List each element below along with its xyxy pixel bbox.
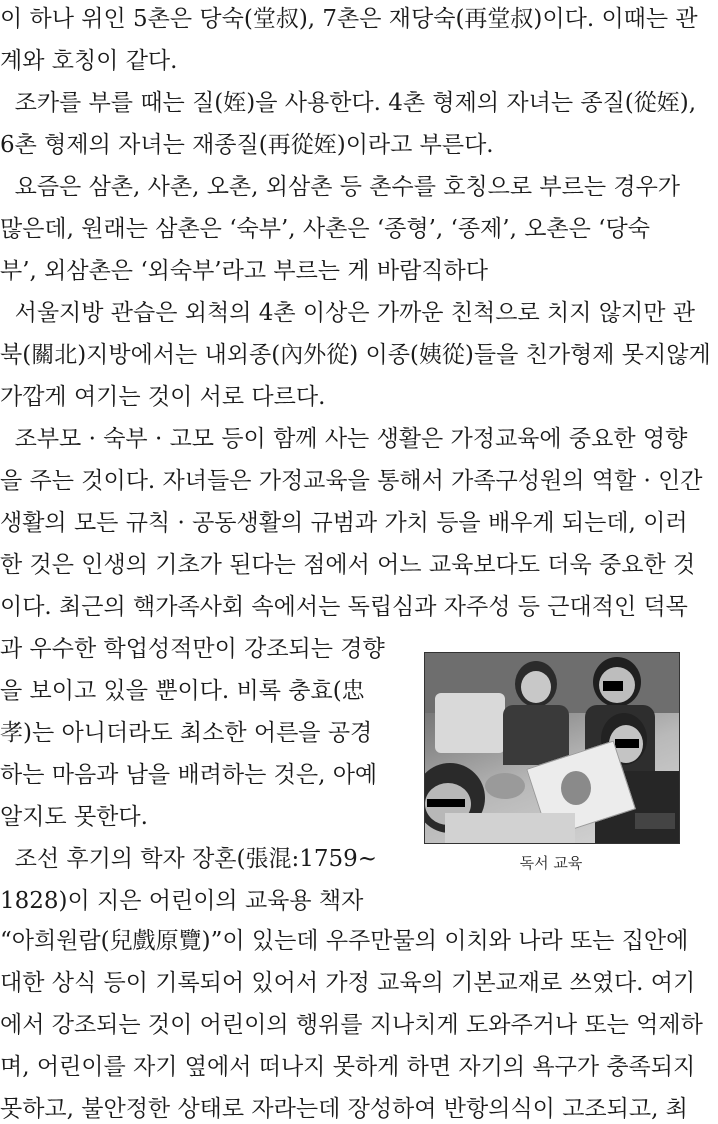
text-line: 을 주는 것이다. 자녀들은 가정교육을 통해서 가족구성원의 역할 · 인간 [0, 468, 703, 494]
text-line: 계와 호칭이 같다. [0, 48, 178, 74]
figure-caption: 독서 교육 [519, 854, 583, 872]
text-line: 가깝게 여기는 것이 서로 다르다. [0, 384, 326, 410]
text-line: 조선 후기의 학자 장혼(張混:1759~ [0, 846, 378, 872]
text-line: 대한 상식 등이 기록되어 있어서 가정 교육의 기본교재로 쓰였다. 여기 [0, 970, 696, 996]
text-line: 서울지방 관습은 외척의 4촌 이상은 가까운 친척으로 치지 않지만 관 [0, 300, 695, 326]
text-line: 이 하나 위인 5촌은 당숙(堂叔), 7촌은 재당숙(再堂叔)이다. 이때는 관 [0, 6, 698, 32]
text-line: 알지도 못한다. [0, 804, 148, 830]
text-line: 한 것은 인생의 기초가 된다는 점에서 어느 교육보다도 더욱 중요한 것 [0, 552, 696, 578]
children-reading-photo [424, 652, 680, 844]
text-line: 하는 마음과 남을 배려하는 것은, 아예 [0, 762, 378, 788]
text-line: 과 우수한 학업성적만이 강조되는 경향 [0, 636, 385, 662]
text-line: 조카를 부를 때는 질(姪)을 사용한다. 4촌 형제의 자녀는 종질(從姪), [0, 90, 697, 116]
text-line: 못하고, 불안정한 상태로 자라는데 장성하여 반항의식이 고조되고, 최 [0, 1096, 688, 1122]
text-line: 요즘은 삼촌, 사촌, 오촌, 외삼촌 등 촌수를 호칭으로 부르는 경우가 [0, 174, 681, 200]
text-line: 1828)이 지은 어린이의 교육용 책자 [0, 888, 364, 914]
text-line: 6촌 형제의 자녀는 재종질(再從姪)이라고 부른다. [0, 132, 494, 158]
text-line: 생활의 모든 규칙 · 공동생활의 규범과 가치 등을 배우게 되는데, 이러 [0, 510, 688, 536]
text-line: 조부모 · 숙부 · 고모 등이 함께 사는 생활은 가정교육에 중요한 영향 [0, 426, 688, 452]
text-line: 에서 강조되는 것이 어린이의 행위를 지나치게 도와주거나 또는 억제하 [0, 1012, 703, 1038]
text-line: “아희원람(兒戲原覽)”이 있는데 우주만물의 이치와 나라 또는 집안에 [0, 928, 689, 954]
text-line: 이다. 최근의 핵가족사회 속에서는 독립심과 자주성 등 근대적인 덕목 [0, 594, 688, 620]
text-line: 북(關北)지방에서는 내외종(內外從) 이종(姨從)들을 친가형제 못지않게 [0, 342, 711, 368]
text-line: 부’, 외삼촌은 ‘외숙부’라고 부르는 게 바람직하다 [0, 258, 488, 284]
text-line: 많은데, 원래는 삼촌은 ‘숙부’, 사촌은 ‘종형’, ‘종제’, 오촌은 ‘당숙 [0, 216, 650, 242]
text-line: 며, 어린이를 자기 옆에서 떠나지 못하게 하면 자기의 욕구가 충족되지 [0, 1054, 696, 1080]
text-line: 을 보이고 있을 뿐이다. 비록 충효(忠 [0, 678, 365, 704]
text-line: 孝)는 아니더라도 최소한 어른을 공경 [0, 720, 373, 746]
